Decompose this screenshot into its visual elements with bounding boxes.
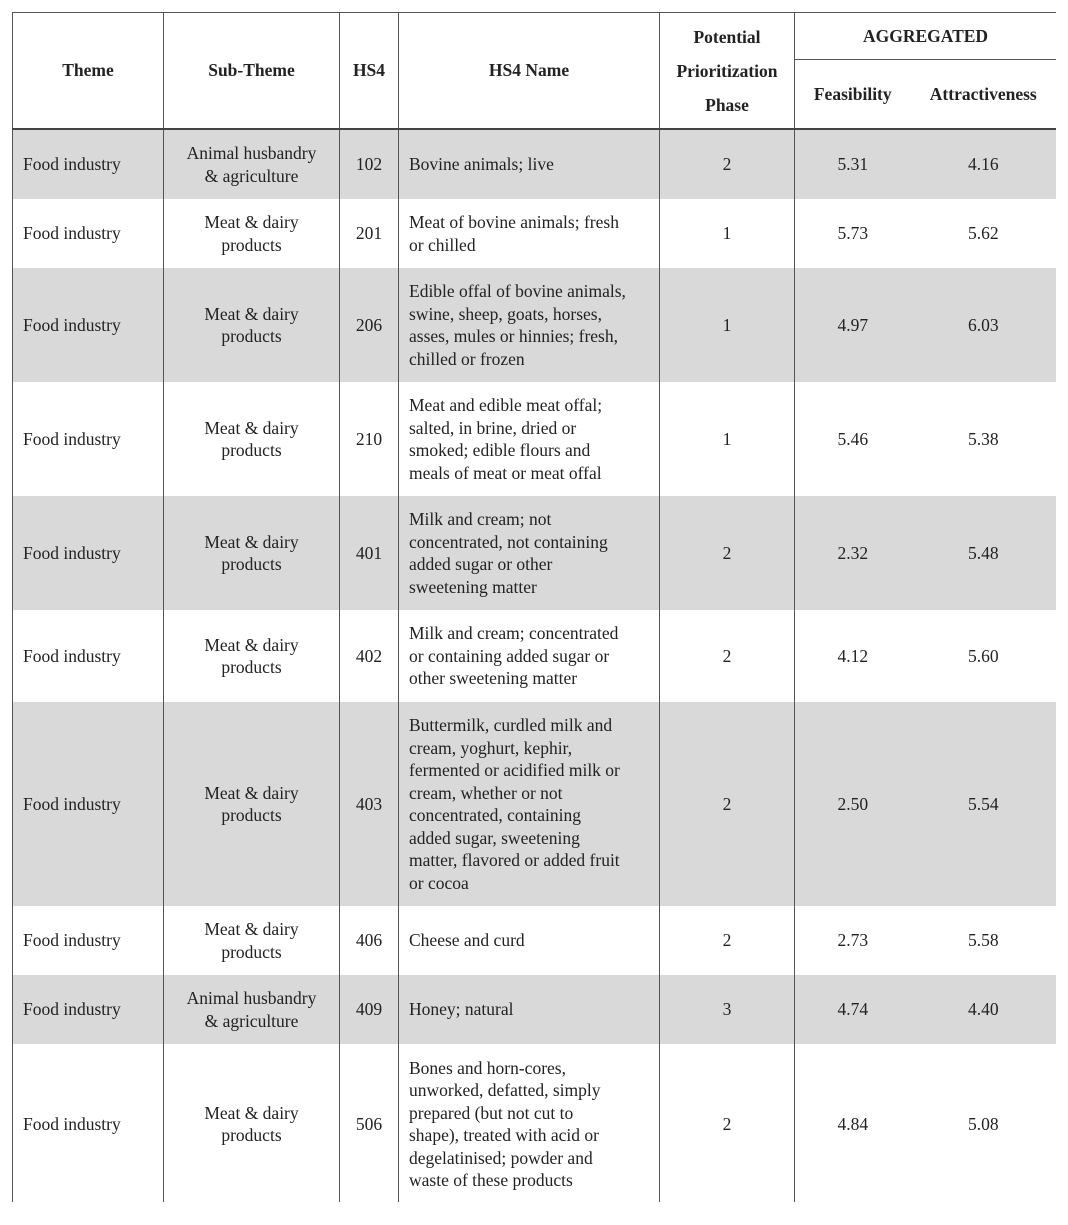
cell-theme: Food industry [13, 906, 164, 975]
hs4-name-line: Bovine animals; live [409, 154, 554, 175]
hs4-name-line: added sugar, sweetening [409, 827, 580, 848]
cell-hs4: 406 [340, 906, 399, 975]
sub-theme-line: products [221, 326, 282, 346]
hs4-name-line: fermented or acidified milk or [409, 760, 620, 780]
sub-theme-line: Meat & dairy [204, 212, 299, 232]
hs4-prioritization-table [12, 12, 1056, 1202]
cell-theme: Food industry [13, 382, 164, 496]
cell-phase: 1 [660, 382, 795, 496]
header-feasibility: Feasibility [795, 60, 911, 130]
cell-sub-theme [164, 906, 340, 975]
sub-theme-line: Meat & dairy [204, 634, 299, 655]
table-row [13, 1044, 1057, 1202]
cell-hs4: 506 [340, 1044, 399, 1202]
cell-phase: 2 [660, 496, 795, 610]
cell-attractiveness: 5.58 [911, 906, 1057, 975]
sub-theme-line: products [221, 234, 282, 255]
table-row [13, 268, 1057, 382]
table-body [13, 129, 1057, 1202]
hs4-name-line: smoked; edible flours and [409, 440, 591, 460]
table-container [12, 12, 1056, 1202]
hs4-name-line: meals of meat or meat offal [409, 462, 602, 483]
cell-hs4: 201 [340, 199, 399, 268]
header-prioritization-phase [660, 13, 795, 130]
cell-feasibility: 2.32 [795, 496, 911, 610]
cell-feasibility: 2.50 [795, 702, 911, 906]
cell-phase: 2 [660, 1044, 795, 1202]
header-theme: Theme [13, 13, 164, 130]
hs4-name-line: salted, in brine, dried or [409, 417, 577, 438]
cell-attractiveness: 5.54 [911, 702, 1057, 906]
sub-theme-line: Meat & dairy [204, 1102, 299, 1123]
sub-theme-line: products [221, 805, 282, 825]
hs4-name-line: asses, mules or hinnies; fresh, [409, 326, 618, 346]
cell-sub-theme [164, 496, 340, 610]
hs4-name-line: matter, flavored or added fruit [409, 850, 620, 870]
hs4-name-line: Bones and horn-cores, [409, 1057, 566, 1078]
cell-hs4: 403 [340, 702, 399, 906]
table-row [13, 199, 1057, 268]
cell-sub-theme [164, 268, 340, 382]
cell-hs4-name [399, 199, 660, 268]
header-phase-line1: Potential [693, 26, 761, 47]
cell-feasibility: 5.73 [795, 199, 911, 268]
cell-sub-theme [164, 975, 340, 1044]
header-phase-line2: Prioritization [676, 60, 778, 81]
cell-attractiveness: 5.60 [911, 610, 1057, 702]
sub-theme-line: products [221, 941, 282, 962]
table-row [13, 702, 1057, 906]
hs4-name-line: Milk and cream; not [409, 509, 552, 529]
hs4-name-line: added sugar or other [409, 554, 553, 574]
cell-hs4-name [399, 268, 660, 382]
header-attractiveness: Attractiveness [911, 60, 1057, 130]
cell-feasibility: 2.73 [795, 906, 911, 975]
hs4-name-line: Meat and edible meat offal; [409, 395, 603, 415]
cell-hs4-name [399, 610, 660, 702]
cell-feasibility: 4.97 [795, 268, 911, 382]
hs4-name-line: Milk and cream; concentrated [409, 623, 619, 644]
cell-hs4: 206 [340, 268, 399, 382]
cell-hs4: 102 [340, 129, 399, 199]
cell-attractiveness: 4.40 [911, 975, 1057, 1044]
cell-theme: Food industry [13, 975, 164, 1044]
header-sub-theme: Sub-Theme [164, 13, 340, 130]
cell-hs4-name [399, 906, 660, 975]
sub-theme-line: Animal husbandry [186, 143, 317, 163]
sub-theme-line: & agriculture [204, 165, 299, 186]
cell-theme: Food industry [13, 1044, 164, 1202]
cell-attractiveness: 6.03 [911, 268, 1057, 382]
sub-theme-line: Animal husbandry [186, 988, 317, 1008]
cell-theme: Food industry [13, 268, 164, 382]
table-row [13, 906, 1057, 975]
sub-theme-line: products [221, 440, 282, 460]
cell-phase: 2 [660, 610, 795, 702]
hs4-name-line: sweetening matter [409, 576, 537, 597]
hs4-name-line: waste of these products [409, 1170, 573, 1190]
sub-theme-line: Meat & dairy [204, 417, 299, 438]
table-header [13, 13, 1057, 130]
cell-hs4-name [399, 382, 660, 496]
cell-feasibility: 4.12 [795, 610, 911, 702]
cell-feasibility: 4.74 [795, 975, 911, 1044]
cell-feasibility: 4.84 [795, 1044, 911, 1202]
table-row [13, 975, 1057, 1044]
cell-attractiveness: 5.08 [911, 1044, 1057, 1202]
cell-sub-theme [164, 1044, 340, 1202]
header-hs4: HS4 [340, 13, 399, 130]
table-row [13, 610, 1057, 702]
hs4-name-line: chilled or frozen [409, 348, 525, 369]
cell-phase: 1 [660, 199, 795, 268]
hs4-name-line: cream, yoghurt, kephir, [409, 737, 573, 758]
cell-hs4: 401 [340, 496, 399, 610]
hs4-name-line: cream, whether or not [409, 782, 563, 803]
cell-hs4: 210 [340, 382, 399, 496]
hs4-name-line: concentrated, containing [409, 805, 582, 825]
cell-sub-theme [164, 199, 340, 268]
hs4-name-line: Cheese and curd [409, 930, 525, 951]
sub-theme-line: products [221, 657, 282, 677]
hs4-name-line: Buttermilk, curdled milk and [409, 715, 613, 735]
cell-phase: 1 [660, 268, 795, 382]
hs4-name-line: or chilled [409, 234, 476, 255]
cell-phase: 2 [660, 129, 795, 199]
cell-hs4-name [399, 975, 660, 1044]
sub-theme-line: & agriculture [204, 1010, 299, 1031]
hs4-name-line: shape), treated with acid or [409, 1125, 599, 1145]
cell-theme: Food industry [13, 129, 164, 199]
sub-theme-line: Meat & dairy [204, 782, 299, 803]
sub-theme-line: Meat & dairy [204, 919, 299, 939]
cell-phase: 2 [660, 906, 795, 975]
cell-phase: 2 [660, 702, 795, 906]
cell-theme: Food industry [13, 496, 164, 610]
header-aggregated: AGGREGATED [795, 13, 1057, 60]
cell-feasibility: 5.31 [795, 129, 911, 199]
cell-hs4-name [399, 496, 660, 610]
cell-sub-theme [164, 129, 340, 199]
sub-theme-line: products [221, 554, 282, 574]
cell-attractiveness: 5.38 [911, 382, 1057, 496]
cell-phase: 3 [660, 975, 795, 1044]
cell-feasibility: 5.46 [795, 382, 911, 496]
hs4-name-line: concentrated, not containing [409, 531, 608, 552]
hs4-name-line: Edible offal of bovine animals, [409, 281, 626, 301]
hs4-name-line: degelatinised; powder and [409, 1147, 593, 1168]
header-phase-line3: Phase [705, 94, 749, 115]
hs4-name-line: Honey; natural [409, 999, 514, 1020]
cell-hs4-name [399, 129, 660, 199]
cell-hs4: 409 [340, 975, 399, 1044]
hs4-name-line: or containing added sugar or [409, 645, 610, 666]
cell-sub-theme [164, 610, 340, 702]
hs4-name-line: other sweetening matter [409, 668, 578, 689]
cell-sub-theme [164, 382, 340, 496]
header-hs4-name: HS4 Name [399, 13, 660, 130]
cell-sub-theme [164, 702, 340, 906]
cell-theme: Food industry [13, 610, 164, 702]
table-row [13, 129, 1057, 199]
table-row [13, 496, 1057, 610]
hs4-name-line: unworked, defatted, simply [409, 1080, 601, 1100]
hs4-name-line: Meat of bovine animals; fresh [409, 212, 619, 232]
sub-theme-line: Meat & dairy [204, 303, 299, 324]
cell-hs4-name [399, 1044, 660, 1202]
sub-theme-line: products [221, 1125, 282, 1145]
cell-attractiveness: 5.48 [911, 496, 1057, 610]
sub-theme-line: Meat & dairy [204, 531, 299, 552]
cell-hs4: 402 [340, 610, 399, 702]
hs4-name-line: prepared (but not cut to [409, 1102, 574, 1123]
hs4-name-line: or cocoa [409, 872, 469, 893]
cell-theme: Food industry [13, 199, 164, 268]
cell-hs4-name [399, 702, 660, 906]
cell-attractiveness: 4.16 [911, 129, 1057, 199]
cell-theme: Food industry [13, 702, 164, 906]
hs4-name-line: swine, sheep, goats, horses, [409, 303, 602, 324]
cell-attractiveness: 5.62 [911, 199, 1057, 268]
table-row [13, 382, 1057, 496]
